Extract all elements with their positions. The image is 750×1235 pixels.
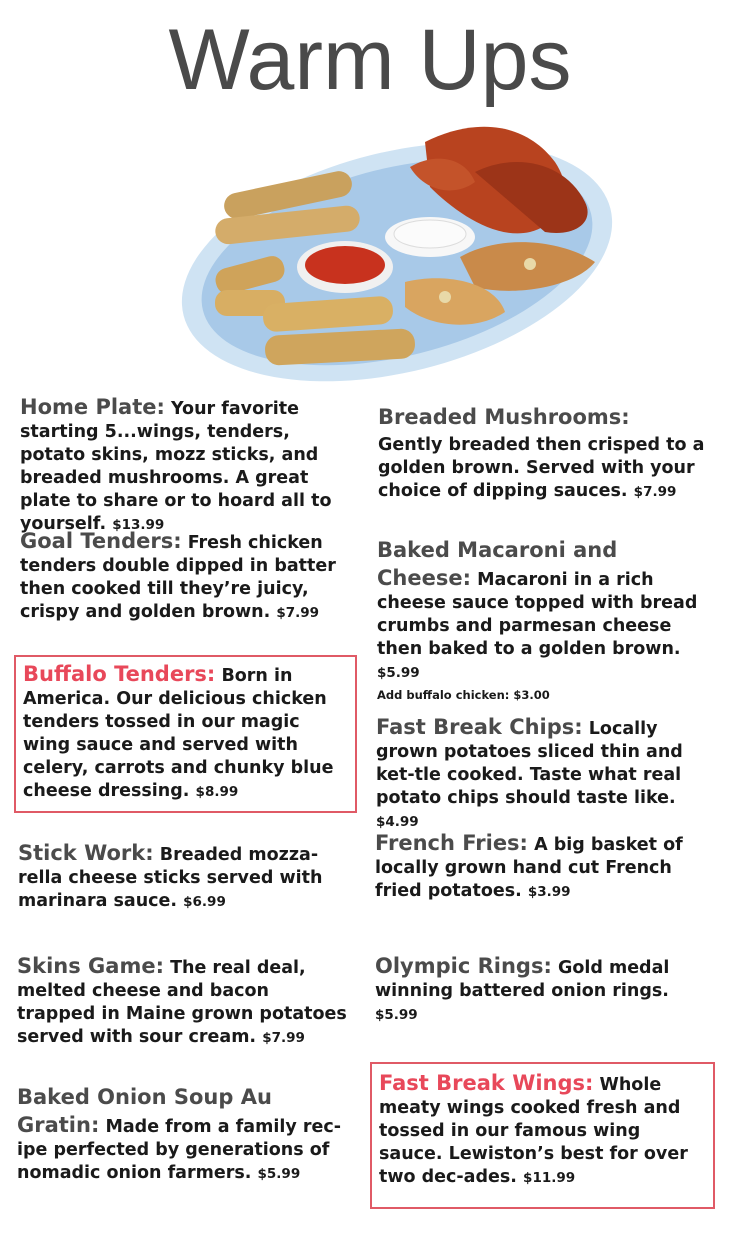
page-title: Warm Ups	[168, 12, 572, 108]
item-price: $4.99	[376, 814, 419, 830]
item-name: Fast Break Wings:	[379, 1071, 594, 1095]
item-price: $8.99	[195, 784, 239, 800]
item-name-continued: Cheese:	[377, 566, 471, 590]
item-description: Born in America. Our delicious chicken tenders tossed in our magic wing sauce and served with celery, carrots and chunky blue cheese dressing.	[23, 666, 334, 801]
item-name: Skins Game:	[17, 954, 164, 978]
item-name: Baked Onion Soup Au	[17, 1085, 272, 1109]
item-description: Gently breaded then crisped to a golden brown. Served with your choice of dipping sauces.	[378, 435, 705, 501]
menu-item-goal-tenders	[20, 530, 360, 625]
menu-item-olympic-rings	[375, 955, 710, 1027]
item-description: Fresh chicken tenders double dipped in batter then cooked till they’re juicy, crispy and golden brown.	[20, 533, 336, 622]
item-price: $5.99	[375, 1007, 418, 1023]
item-price: $3.99	[527, 884, 571, 900]
menu-item-fast-break-chips	[376, 716, 711, 834]
item-description: Whole meaty wings cooked fresh and tossed in our famous wing sauce. Lewiston’s best for over two dec-ades.	[379, 1075, 688, 1187]
item-description: Macaroni in a rich cheese sauce topped with bread crumbs and parmesan cheese then baked to a golden brown.	[377, 570, 698, 659]
item-name: Buffalo Tenders:	[23, 662, 216, 686]
item-description: Your favorite starting 5...wings, tenders, potato skins, mozz sticks, and breaded mushrooms. A great plate to share or to hoard all to yourself.	[20, 399, 332, 534]
item-price: $5.99	[257, 1166, 301, 1182]
item-description: Made from a family rec-ipe perfected by generations of nomadic onion farmers.	[17, 1117, 341, 1183]
item-name-continued: Gratin:	[17, 1113, 100, 1137]
item-name: Fast Break Chips:	[376, 715, 583, 739]
item-price: $11.99	[523, 1170, 576, 1186]
menu-item-onion-soup	[17, 1080, 355, 1186]
item-description: Gold medal winning battered onion rings.	[375, 958, 670, 1001]
item-name: Goal Tenders:	[20, 529, 182, 553]
item-description: The real deal, melted cheese and bacon trapped in Maine grown potatoes served with sour cream.	[17, 958, 347, 1047]
item-name: Baked Macaroni and	[377, 538, 618, 562]
item-name: Breaded Mushrooms:	[378, 405, 630, 429]
appetizer-platter-photo	[175, 112, 620, 387]
menu-item-breaded-mushrooms	[378, 400, 708, 504]
menu-item-stick-work	[18, 842, 348, 914]
menu-item-mac-cheese	[377, 533, 712, 703]
menu-item-buffalo-tenders	[14, 655, 357, 813]
menu-item-home-plate	[20, 396, 360, 537]
item-name: French Fries:	[375, 831, 528, 855]
item-price: $7.99	[633, 484, 677, 500]
item-price: $6.99	[183, 894, 226, 910]
item-price: $13.99	[112, 517, 165, 533]
item-description: Locally grown potatoes sliced thin and ket-tle cooked. Taste what real potato chips should taste like.	[376, 719, 683, 808]
item-description: A big basket of locally grown hand cut French fried potatoes.	[375, 835, 683, 901]
item-price: $7.99	[276, 605, 320, 621]
menu-item-fast-break-wings	[370, 1062, 715, 1209]
item-addon-note: Add buffalo chicken: $3.00	[377, 688, 550, 702]
menu-item-french-fries	[375, 832, 700, 904]
item-name: Home Plate:	[20, 395, 165, 419]
item-name: Stick Work:	[18, 841, 154, 865]
item-name: Olympic Rings:	[375, 954, 552, 978]
menu-item-skins-game	[17, 955, 352, 1050]
item-price: $5.99	[377, 665, 420, 681]
item-description: Breaded mozza-rella cheese sticks served with marinara sauce.	[18, 845, 323, 911]
item-price: $7.99	[262, 1030, 305, 1046]
